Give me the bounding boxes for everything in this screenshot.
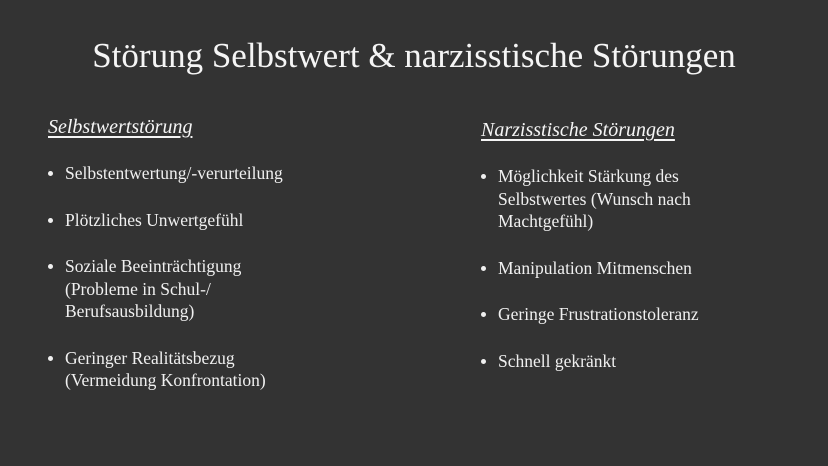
right-bullet-list [481, 165, 811, 372]
list-item: Selbstentwertung/-verurteilung [48, 162, 388, 185]
left-bullet-list [48, 162, 388, 392]
list-item: Geringer Realitätsbezug (Vermeidung Konfrontation) [48, 347, 388, 392]
right-heading: Narzisstische Störungen [481, 119, 675, 141]
list-item: Schnell gekränkt [481, 350, 811, 373]
list-item: Plötzliches Unwertgefühl [48, 209, 388, 232]
list-item: Geringe Frustrationstoleranz [481, 303, 811, 326]
list-item: Möglichkeit Stärkung des Selbstwertes (Wunsch nach Machtgefühl) [481, 165, 811, 233]
left-heading: Selbstwertstörung [48, 116, 193, 138]
slide-title: Störung Selbstwert & narzisstische Störungen [92, 36, 736, 75]
right-column [481, 117, 811, 396]
left-column [48, 114, 388, 416]
list-item: Manipulation Mitmenschen [481, 257, 811, 280]
list-item: Soziale Beeinträchtigung (Probleme in Schul-/ Berufsausbildung) [48, 255, 388, 323]
